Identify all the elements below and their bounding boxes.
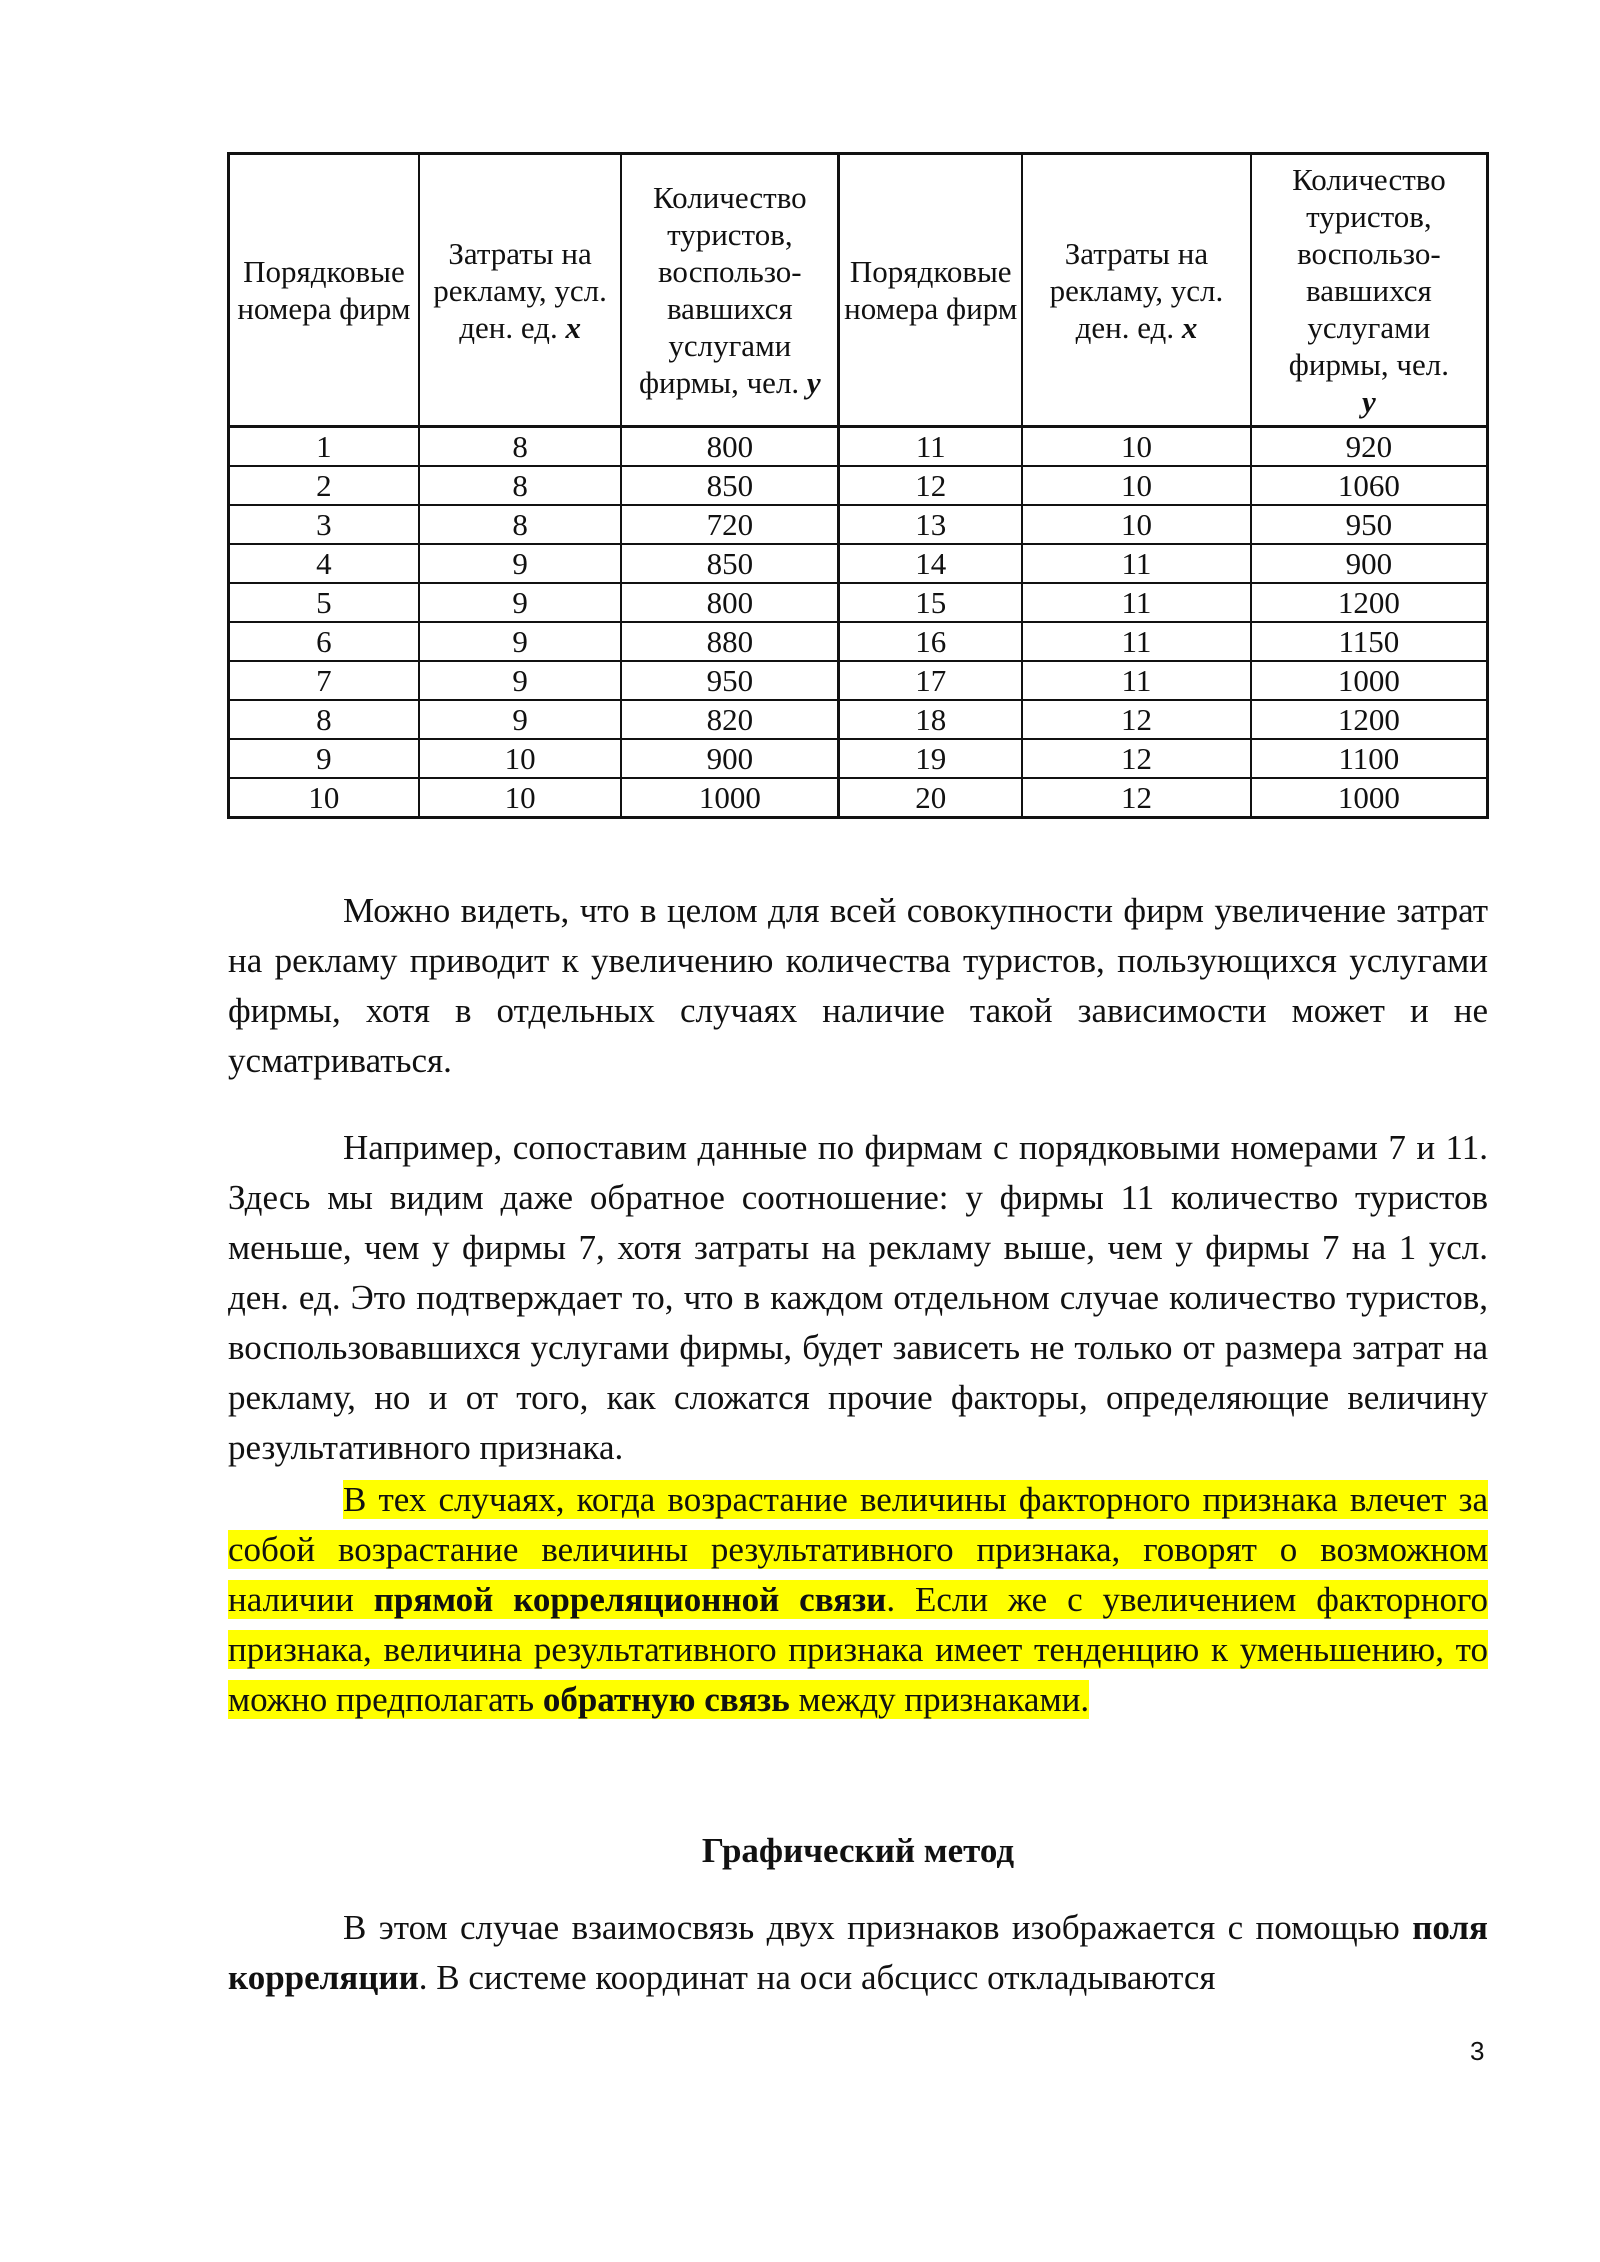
table-cell: 10 (419, 739, 621, 778)
table-cell: 820 (621, 700, 839, 739)
header-costs-2: Затраты на рекламу, усл. ден. ед. x (1022, 154, 1251, 427)
table-row (229, 622, 1488, 661)
table-cell: 10 (419, 778, 621, 818)
table-cell: 1100 (1251, 739, 1488, 778)
table-cell: 800 (621, 583, 839, 622)
table-cell: 9 (419, 661, 621, 700)
table-cell: 13 (839, 505, 1022, 544)
table-cell: 7 (229, 661, 419, 700)
table-cell: 1150 (1251, 622, 1488, 661)
paragraph-2: Например, сопоставим данные по фирмам с порядковыми номерами 7 и 11. Здесь мы видим даже обратное соотношение: у фирмы 11 количество туристов меньше, чем у фирмы 7, хотя затраты на рекламу выше, чем у фирмы 7 на 1 усл. ден. ед. Это подтверждает то, что в каждом отдельном случае количество туристов, воспользовавшихся услугами фирмы, будет зависеть не только от размера затрат на рекламу, но и от того, как сложатся прочие факторы, определяющие величину результативного признака. (228, 1128, 1488, 1467)
table-cell: 11 (1022, 661, 1251, 700)
table-cell: 1 (229, 427, 419, 467)
table-row (229, 505, 1488, 544)
table-cell: 11 (1022, 622, 1251, 661)
table-cell: 10 (1022, 505, 1251, 544)
table-cell: 900 (621, 739, 839, 778)
table-cell: 9 (419, 622, 621, 661)
table-cell: 1200 (1251, 700, 1488, 739)
table-cell: 16 (839, 622, 1022, 661)
table-cell: 20 (839, 778, 1022, 818)
table-cell: 1060 (1251, 466, 1488, 505)
table-cell: 4 (229, 544, 419, 583)
table-cell: 9 (419, 544, 621, 583)
table-row (229, 427, 1488, 467)
table-cell: 1200 (1251, 583, 1488, 622)
direct-correlation-term: прямой корреляционной связи (373, 1580, 887, 1619)
paragraph-3-highlighted (228, 1475, 1488, 1725)
table-cell: 12 (1022, 778, 1251, 818)
header-firm-no: Порядковые номера фирм (229, 154, 419, 427)
table-cell: 11 (839, 427, 1022, 467)
table-header-row (229, 154, 1488, 427)
inverse-correlation-term: обратную связь (542, 1680, 790, 1719)
table-cell: 900 (1251, 544, 1488, 583)
table-cell: 1000 (621, 778, 839, 818)
table-cell: 1000 (1251, 778, 1488, 818)
table-cell: 8 (419, 466, 621, 505)
table-cell: 880 (621, 622, 839, 661)
table-cell: 10 (1022, 466, 1251, 505)
table-cell: 5 (229, 583, 419, 622)
table-cell: 950 (1251, 505, 1488, 544)
table-cell: 850 (621, 466, 839, 505)
table-cell: 850 (621, 544, 839, 583)
table-cell: 920 (1251, 427, 1488, 467)
table-cell: 9 (419, 583, 621, 622)
table-cell: 18 (839, 700, 1022, 739)
correlation-field-term: поля корреляции (228, 1908, 1488, 1997)
table-cell: 9 (419, 700, 621, 739)
section-heading: Графический метод (701, 1831, 1015, 1870)
table-row (229, 466, 1488, 505)
paragraph-1: Можно видеть, что в целом для всей совокупности фирм увеличение затрат на рекламу приводит к увеличению количества туристов, пользующихся услугами фирмы, хотя в отдельных случаях наличие такой зависимости может и не усматриваться. (228, 891, 1488, 1080)
table-cell: 950 (621, 661, 839, 700)
advertising-tourists-table (227, 152, 1489, 819)
table-cell: 14 (839, 544, 1022, 583)
table-cell: 11 (1022, 544, 1251, 583)
table-row (229, 739, 1488, 778)
table-cell: 9 (229, 739, 419, 778)
table-cell: 2 (229, 466, 419, 505)
header-costs: Затраты на рекламу, усл. ден. ед. x (419, 154, 621, 427)
table-cell: 12 (1022, 700, 1251, 739)
table-cell: 6 (229, 622, 419, 661)
table-cell: 10 (229, 778, 419, 818)
table-row (229, 544, 1488, 583)
highlighted-text: В тех случаях, когда возрастание величины факторного признака влечет за собой возрастание величины результативного признака, говорят о возможном наличии прямой корреляционной связи. Если же с увеличением факторного признака, величина результативного признака имеет тенденцию к уменьшению, то можно предполагать обратную связь между признаками. (228, 1480, 1488, 1719)
table-cell: 8 (419, 427, 621, 467)
table-cell: 12 (1022, 739, 1251, 778)
table-cell: 12 (839, 466, 1022, 505)
table-body (229, 427, 1488, 818)
paragraph-4: В этом случае взаимосвязь двух признаков изображается с помощью поля корреляции. В системе координат на оси абсцисс откладываются (228, 1908, 1488, 1997)
table-cell: 800 (621, 427, 839, 467)
table-row (229, 778, 1488, 818)
header-firm-no-2: Порядковые номера фирм (839, 154, 1022, 427)
table-cell: 8 (229, 700, 419, 739)
table-row (229, 700, 1488, 739)
table-row (229, 583, 1488, 622)
header-tourists-2: Количество туристов, воспользо-вавшихся услугами фирмы, чел. y (1251, 154, 1488, 427)
table-cell: 19 (839, 739, 1022, 778)
table-cell: 11 (1022, 583, 1251, 622)
table-cell: 1000 (1251, 661, 1488, 700)
table-row (229, 661, 1488, 700)
table-cell: 8 (419, 505, 621, 544)
header-tourists: Количество туристов, воспользо-вавшихся услугами фирмы, чел. y (621, 154, 839, 427)
table-cell: 720 (621, 505, 839, 544)
table-cell: 15 (839, 583, 1022, 622)
page-number: 3 (1470, 2036, 1485, 2066)
table-cell: 17 (839, 661, 1022, 700)
table-cell: 3 (229, 505, 419, 544)
table-cell: 10 (1022, 427, 1251, 467)
